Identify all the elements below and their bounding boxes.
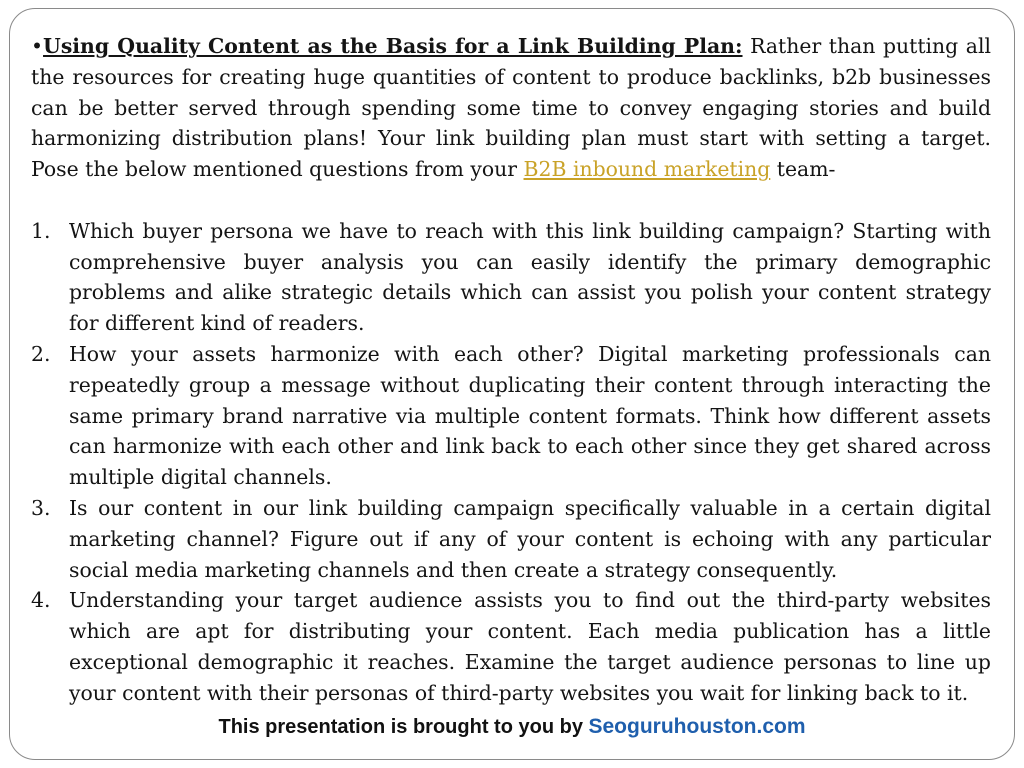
list-item-number: 1. — [31, 218, 51, 243]
list-item — [31, 339, 991, 493]
list-item — [31, 216, 991, 339]
list-item-text: Understanding your target audience assists you to find out the third-party websites which are apt for distributing your content. Each media publication has a little exceptional demographic it reaches. Examine the target audience personas to line up your content with their personas of third-party websites you wait for linking back to it. — [69, 588, 991, 705]
intro-bullet: • — [31, 34, 44, 58]
footer-site-name: Seoguruhouston.com — [588, 715, 806, 738]
list-item-number: 2. — [31, 341, 51, 366]
list-item — [31, 493, 991, 585]
paragraph-spacer — [31, 185, 991, 216]
intro-lead-heading: Using Quality Content as the Basis for a Link Building Plan: — [43, 34, 743, 58]
b2b-inbound-marketing-link[interactable]: B2B inbound marketing — [523, 157, 771, 182]
list-item-number: 4. — [31, 588, 51, 613]
questions-list — [31, 216, 991, 709]
intro-paragraph — [31, 31, 991, 185]
list-item-text: How your assets harmonize with each other? Digital marketing professionals can repeatedly group a message without duplicating their content through interacting the same primary brand narrative via multiple content formats. Think how different assets can harmonize with each other and link back to each other since they get shared across multiple digital channels. — [69, 341, 991, 490]
intro-text-after-link: team- — [770, 157, 836, 182]
list-item-number: 3. — [31, 495, 51, 520]
list-item-text: Is our content in our link building campaign specifically valuable in a certain digital marketing channel? Figure out if any of your content is echoing with any particular social media marketing channels and then create a strategy consequently. — [69, 495, 991, 582]
slide-content — [31, 31, 991, 709]
presentation-footer — [0, 712, 1024, 742]
list-item-text: Which buyer persona we have to reach with this link building campaign? Starting with comprehensive buyer analysis you can easily identify the primary demographic problems and alike strategic details which can assist you polish your content strategy for different kind of readers. — [69, 218, 991, 336]
list-item — [31, 585, 991, 708]
footer-text: This presentation is brought to you by — [218, 716, 589, 738]
intro-text-before-link: Rather than putting all the resources for creating huge quantities of content to produce backlinks, b2b businesses can be better served through spending some time to convey engaging stories and build harmonizing distribution plans! Your link building plan must start with setting a target. Pose the below mentioned questions from your — [31, 34, 991, 182]
